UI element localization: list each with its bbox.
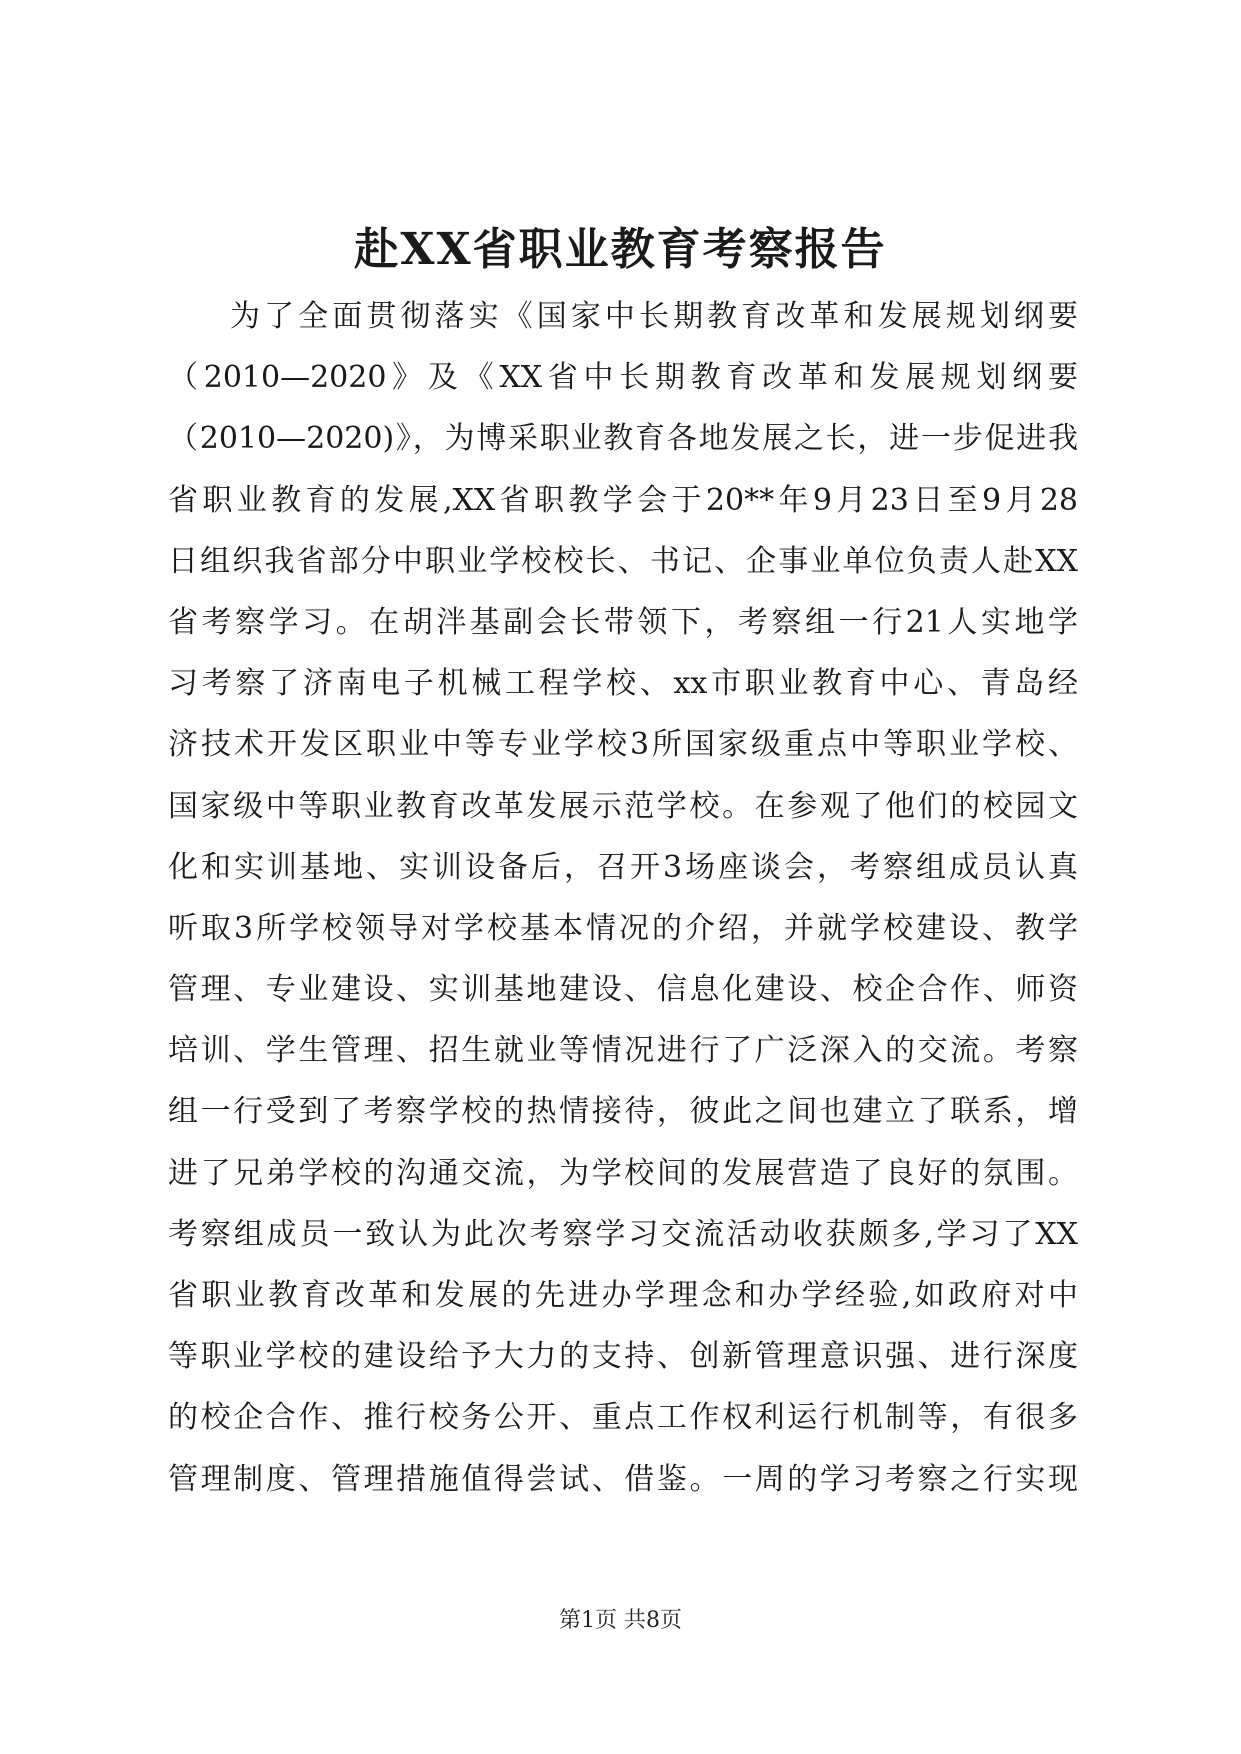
body-line: 考察组成员一致认为此次考察学习交流活动收获颇多,学习了XX [168, 1216, 1078, 1252]
body-line: 进了兄弟学校的沟通交流，为学校间的发展营造了良好的氛围。 [168, 1155, 1078, 1191]
body-line: 省职业教育改革和发展的先进办学理念和办学经验,如政府对中 [168, 1278, 1078, 1313]
body-line: 管理、专业建设、实训基地建设、信息化建设、校企合作、师资 [168, 972, 1078, 1008]
body-line: （2010—2020)》，为博采职业教育各地发展之长，进一步促进我 [168, 421, 1078, 457]
body-line: 培训、学生管理、招生就业等情况进行了广泛深入的交流。考察 [168, 1033, 1078, 1069]
body-line: 听取3所学校领导对学校基本情况的介绍，并就学校建设、教学 [168, 910, 1078, 946]
body-line: 化和实训基地、实训设备后，召开3场座谈会，考察组成员认真 [168, 849, 1078, 885]
page-number-label: 第1页 共8页 [559, 1608, 682, 1633]
document-body [168, 286, 1078, 1510]
body-line: 等职业学校的建设给予大力的支持、创新管理意识强、进行深度 [168, 1339, 1078, 1375]
body-line: （2010—2020》及《XX省中长期教育改革和发展规划纲要 [168, 360, 1078, 396]
page-footer [0, 1606, 1241, 1636]
body-line: 日组织我省部分中职业学校校长、书记、企事业单位负责人赴XX [168, 543, 1078, 579]
body-line: 国家级中等职业教育改革发展示范学校。在参观了他们的校园文 [168, 788, 1078, 824]
body-line: 的校企合作、推行校务公开、重点工作权利运行机制等，有很多 [168, 1400, 1078, 1436]
body-line: 为了全面贯彻落实《国家中长期教育改革和发展规划纲要 [230, 299, 1078, 334]
body-line: 省职业教育的发展,XX省职教学会于20**年9月23日至9月28 [168, 482, 1078, 518]
body-line: 省考察学习。在胡泮基副会长带领下，考察组一行21人实地学 [168, 604, 1078, 640]
body-line: 习考察了济南电子机械工程学校、xx市职业教育中心、青岛经 [168, 666, 1078, 702]
body-line: 组一行受到了考察学校的热情接待，彼此之间也建立了联系，增 [168, 1094, 1078, 1130]
body-line: 济技术开发区职业中等专业学校3所国家级重点中等职业学校、 [168, 727, 1078, 763]
body-line: 管理制度、管理措施值得尝试、借鉴。一周的学习考察之行实现 [168, 1461, 1078, 1497]
document-title: 赴XX省职业教育考察报告 [354, 224, 887, 275]
